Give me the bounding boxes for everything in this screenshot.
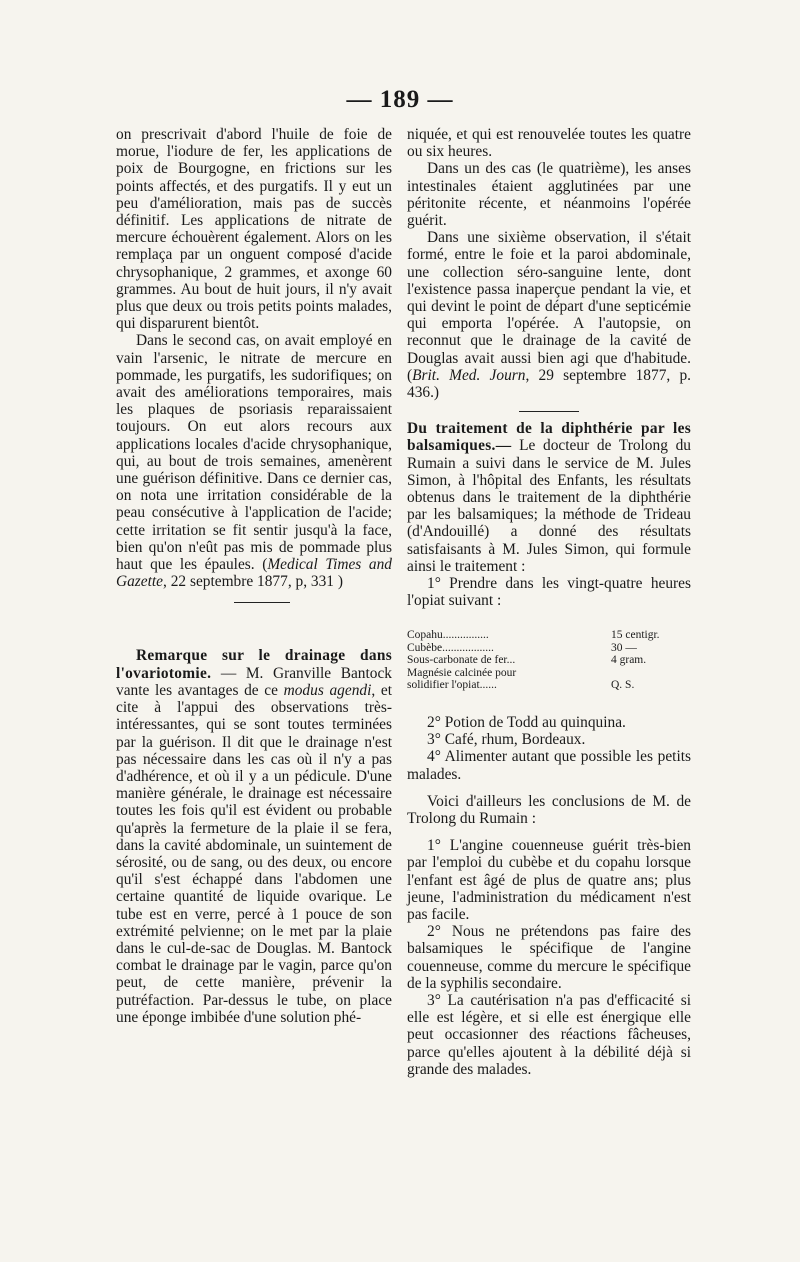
left-section-paragraph	[116, 647, 392, 1025]
right-paragraph-1: niquée, et qui est renouvelée toutes les quatre ou six heures.	[407, 126, 691, 161]
recipe-ingredient: solidifier l'opiat......	[407, 679, 497, 692]
left-column	[116, 126, 392, 1026]
section-text-end: , et cite à l'appui des observations très-intéressantes, qui se sont toutes terminées par la guérison. Il dit que le drainage n'est pas nécessaire dans les cas où il n'y a pas d'adhérence, et où il y a un pédicule. D'une manière générale, le drainage est nécessaire toutes les fois qu'il est évident ou probable qu'après la fermeture de la plaie il se fera, dans la cavité abdominale, un suintement de sérosité, ou de sang, ou des deux, ou encore qu'il s'est échappé dans l'abdomen une certaine quantité de liquide ovarique. Le tube est en verre, percé à 1 pouce de son extrémité pelvienne; on le met par la plaie dans le cul-de-sac de Douglas. M. Bantock combat le drainage par le vagin, parce qu'on peut, de cette manière, prévenir la putréfaction. Par-dessus le tube, on place une éponge imbibée d'une solution phé-	[116, 681, 392, 1026]
conclusions-intro: Voici d'ailleurs les conclusions de M. de Trolong du Rumain :	[407, 792, 691, 827]
para3-end: , 29 septembre 1877, p. 436.)	[407, 366, 691, 402]
recipe-amount: 15 centigr.	[611, 629, 660, 642]
section-dash: —	[495, 437, 512, 455]
section-title-drainage: Remarque sur le drainage dans l'ovariotomie.	[116, 647, 392, 682]
treatment-item-1: 1° Prendre dans les vingt-quatre heures l'opiat suivant :	[407, 575, 691, 610]
right-paragraph-3	[407, 229, 691, 401]
recipe-row	[407, 642, 691, 655]
right-column	[407, 126, 691, 1078]
section-text: Le docteur de Trolong du Rumain a suivi dans le service de M. Jules Simon, à l'hôpital des Enfants, les résultats obtenus dans le traitement de la diphthérie par les balsamiques; la méthode de Trideau (d'Andouillé) a donné des résultats satisfaisants à M. Jules Simon, qui formule ainsi le traitement :	[407, 437, 691, 575]
section-divider	[234, 602, 290, 603]
conclusion-3: 3° La cautérisation n'a pas d'efficacité si elle est légère, et si elle est énergique elle peut occasionner des réactions fâcheuses, parce qu'elles ajoutent à la débilité déjà si grande des malades.	[407, 992, 691, 1078]
section-divider-right	[519, 411, 579, 412]
para3-source: Brit. Med. Journ	[412, 366, 526, 384]
recipe-row	[407, 654, 691, 667]
recipe-amount	[603, 667, 691, 680]
recipe-ingredient: Magnésie calcinée pour	[407, 666, 517, 679]
left-paragraph-1: on prescrivait d'abord l'huile de foie de morue, l'iodure de fer, les applications de poix de Bourgogne, en frictions sur les points affectés, et des purgatifs. Il y eut un peu d'amélioration, mais pas de succès définitif. Les applications de nitrate de mercure échouèrent également. Alors on les remplaça par un onguent composé d'acide chrysophanique, 2 grammes, et axonge 60 grammes. Au bout de huit jours, il n'y avait plus que deux ou trois petits points malades, qui disparurent bientôt.	[116, 126, 392, 333]
para3-text: Dans une sixième observation, il s'était formé, entre le foie et la paroi abdominale, une collection séro-sanguine lente, dont l'existence passa inaperçue pendant la vie, et qui devint le point de départ d'une septicémie qui emporta l'opérée. A l'autopsie, on reconnut que le drainage de la cavité de Douglas avait aussi bien agi que d'habitude. (	[407, 229, 691, 384]
recipe-table	[407, 629, 691, 692]
left-paragraph-2	[116, 332, 392, 590]
recipe-ingredient: Sous-carbonate de fer...	[407, 654, 516, 667]
para2-text: Dans le second cas, on avait employé en vain l'arsenic, le nitrate de mercure en pommade, les purgatifs, les sudorifiques; on avait des améliorations temporaires, mais les plaques de psoriasis reparaissaient toujours. On eut alors recours aux applications locales d'acide chrysophanique, qui, au bout de trois semaines, amenèrent une guérison définitive. Dans ce dernier cas, on nota une irritation considérable de la peau consécutive à l'application de l'acide; cette irritation se fit sentir jusqu'à la face, bien qu'on n'eût pas mis de pommade plus haut que les épaules. (	[116, 332, 392, 574]
recipe-row	[407, 667, 691, 680]
recipe-ingredient: Cubèbe..................	[407, 641, 494, 654]
recipe-row	[407, 679, 691, 692]
section-italic: modus agendi	[283, 681, 372, 699]
right-section-paragraph	[407, 420, 691, 575]
page-number: — 189 —	[346, 86, 454, 113]
recipe-amount: Q. S.	[611, 679, 635, 692]
treatment-item-4: 4° Alimenter autant que possible les petits malades.	[407, 748, 691, 783]
right-paragraph-2: Dans un des cas (le quatrième), les anses intestinales étaient agglutinées par une péritonite récente, et néanmoins l'opérée guérit.	[407, 160, 691, 230]
recipe-ingredient: Copahu................	[407, 629, 489, 642]
section-title-diphtheria: Du traitement de la diphthérie par les balsamiques.	[407, 420, 691, 455]
para2-source: Medical Times and Gazette	[116, 556, 392, 591]
recipe-amount: 4 gram.	[611, 654, 647, 667]
conclusion-1: 1° L'angine couenneuse guérit très-bien par l'emploi du cubèbe et du copahu lorsque l'enfant est âgé de plus de quatre ans; plus jeune, l'administration du médicament n'est pas facile.	[407, 837, 691, 924]
para2-end: , 22 septembre 1877, p, 331 )	[163, 573, 343, 591]
treatment-item-3: 3° Café, rhum, Bordeaux.	[427, 731, 586, 749]
conclusion-2: 2° Nous ne prétendons pas faire des balsamiques le spécifique de l'angine couenneuse, comme du mercure le spécifique de la syphilis secondaire.	[407, 923, 691, 992]
recipe-row	[407, 629, 691, 642]
recipe-amount: 30 —	[611, 641, 637, 654]
section-text-start: — M. Granville Bantock vante les avantages de ce	[116, 664, 392, 699]
treatment-item-2: 2° Potion de Todd au quinquina.	[427, 713, 626, 731]
